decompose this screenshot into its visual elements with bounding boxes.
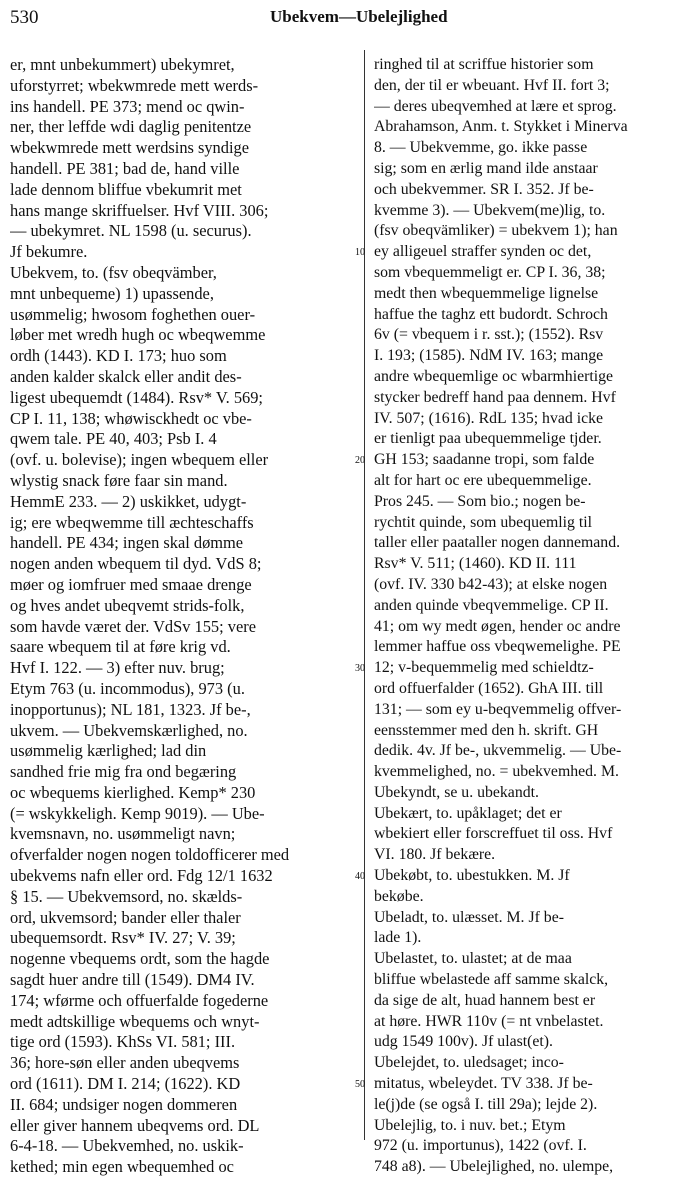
text-line: Rsv* V. 511; (1460). KD II. 111: [374, 555, 577, 573]
text-line: anden quinde vbeqvemmelige. CP II.: [374, 596, 609, 614]
running-head: Ubekvem—Ubelejlighed: [270, 7, 448, 26]
text-line: sig; som en ærlig mand ilde anstaar: [374, 159, 598, 177]
left-column: [10, 55, 356, 1178]
text-line: usømmelig kærlighed; lad din: [10, 741, 207, 761]
text-line: lade 1).: [374, 929, 422, 947]
text-line: lemmer haffue oss vbeqwemelighe. PE: [374, 638, 621, 656]
text-line: le(j)de (se også I. till 29a); lejde 2).: [374, 1095, 598, 1113]
text-line: er tienligt paa ubequemmelige tjder.: [374, 430, 602, 448]
text-line: Ubekyndt, se u. ubekandt.: [374, 783, 539, 801]
text-line: ordh (1443). KD I. 173; huo som: [10, 346, 227, 366]
text-line: møer og iomfruer med smaae drenge: [10, 574, 252, 594]
text-line: ner, ther leffde wdi daglig penitentze: [10, 117, 252, 137]
text-line: mitatus, wbeleydet. TV 338. Jf be-: [374, 1075, 593, 1093]
text-line: § 15. — Ubekvemsord, no. skælds-: [10, 886, 243, 906]
column-divider: [364, 50, 365, 1140]
text-line: ey alligeuel straffer synden oc det,: [374, 243, 592, 261]
text-line: kethed; min egen wbequemhed oc: [10, 1157, 234, 1177]
text-line: nogenne vbequems ordt, som the hagde: [10, 949, 270, 969]
text-line: ukvem. — Ubekvemskærlighed, no.: [10, 720, 248, 740]
text-line: lade dennom bliffue vbekumrit met: [10, 179, 242, 199]
text-line: da sige de alt, huad hannem best er: [374, 991, 596, 1009]
text-line: ord, ukvemsord; bander eller thaler: [10, 907, 241, 927]
text-line: usømmelig; hwosom foghethen ouer-: [10, 304, 256, 324]
text-line: 131; — som ey u-beqvemmelig offver-: [374, 700, 622, 718]
text-line: tige ord (1593). KhSs VI. 581; III.: [10, 1032, 236, 1052]
text-line: stycker bedreff hand paa dennem. Hvf: [374, 388, 616, 406]
text-line: ins handell. PE 373; mend oc qwin-: [10, 96, 245, 116]
text-line: uforstyrret; wbekwmrede mett werds-: [10, 75, 259, 95]
text-line: 12; v-bequemmelig med schieldtz-: [374, 659, 594, 677]
text-line: ofverfalder nogen nogen toldofficerer med: [10, 845, 290, 865]
text-line: kvemme 3). — Ubekvem(me)lig, to.: [374, 201, 606, 219]
text-line: Ubeladt, to. ulæsset. M. Jf be-: [374, 908, 564, 926]
text-line: — deres ubeqvemhed at lære et sprog.: [374, 97, 617, 115]
text-line: og hves andet ubeqvemt strids-folk,: [10, 595, 245, 615]
text-line: at høre. HWR 110v (= nt vnbelastet.: [374, 1012, 604, 1030]
text-line: 41; om wy medt øgen, hender oc andre: [374, 617, 621, 635]
text-line: bliffue wbelastede aff samme skalck,: [374, 971, 609, 989]
text-line: eller giver hannem ubeqvems ord. DL: [10, 1115, 260, 1135]
text-line: CP I. 11, 138; whøwisckhedt oc vbe-: [10, 408, 252, 428]
text-line: sandhed frie mig fra ond begæring: [10, 762, 237, 782]
text-line: løber met wredh hugh oc wbeqwemme: [10, 325, 266, 345]
text-line: ubekvems nafn eller ord. Fdg 12/1 1632: [10, 866, 273, 886]
text-line: IV. 507; (1616). RdL 135; hvad icke: [374, 409, 604, 427]
text-line: anden kalder skalck eller andit des-: [10, 366, 242, 386]
text-line: VI. 180. Jf bekære.: [374, 846, 496, 864]
text-line: och ubekvemmer. SR I. 352. Jf be-: [374, 180, 594, 198]
text-line: dedik. 4v. Jf be-, ukvemmelig. — Ube-: [374, 742, 622, 760]
text-line: 6v (= vbequem i r. sst.); (1552). Rsv: [374, 326, 604, 344]
line-number: 20: [355, 455, 365, 467]
text-line: rychtit quinde, som ubequemlig til: [374, 513, 593, 531]
text-line: 8. — Ubekvemme, go. ikke passe: [374, 139, 588, 157]
text-line: Ubelejdet, to. uledsaget; inco-: [374, 1054, 564, 1072]
text-line: wbekiert eller forscreffuet til oss. Hvf: [374, 825, 613, 843]
text-line: alt for hart oc ere ubequemmelige.: [374, 471, 592, 489]
text-line: handell. PE 381; bad de, hand ville: [10, 158, 240, 178]
text-line: haffue the taghz ett budordt. Schroch: [374, 305, 608, 323]
text-line: kvemmelighed, no. = ubekvemhed. M.: [374, 763, 619, 781]
text-line: som havde været der. VdSv 155; vere: [10, 616, 256, 636]
text-line: er, mnt unbekummert) ubekymret,: [10, 55, 235, 74]
text-line: 972 (u. importunus), 1422 (ovf. I.: [374, 1137, 587, 1155]
text-line: Hvf I. 122. — 3) efter nuv. brug;: [10, 658, 225, 678]
text-line: Abrahamson, Anm. t. Stykket i Minerva: [374, 118, 628, 136]
text-line: ord (1611). DM I. 214; (1622). KD: [10, 1074, 241, 1094]
line-number: 10: [355, 247, 365, 259]
text-line: bekøbe.: [374, 887, 424, 905]
text-line: 6-4-18. — Ubekvemhed, no. uskik-: [10, 1136, 244, 1156]
text-line: ig; ere wbeqwemme till æchteschaffs: [10, 512, 254, 532]
text-line: (= wskykkeligh. Kemp 9019). — Ube-: [10, 803, 265, 823]
text-line: inopportunus); NL 181, 1323. Jf be-,: [10, 699, 251, 719]
text-line: ubequemsordt. Rsv* IV. 27; V. 39;: [10, 928, 236, 948]
text-line: ligest ubequemdt (1484). Rsv* V. 569;: [10, 387, 263, 407]
text-line: nogen anden wbequem til dyd. VdS 8;: [10, 554, 262, 574]
text-line: eensstemmer med den h. skrift. GH: [374, 721, 599, 739]
text-line: kvemsnavn, no. usømmeligt navn;: [10, 824, 236, 844]
text-line: saare wbequem til at føre krig vd.: [10, 637, 231, 657]
text-line: Jf bekumre.: [10, 242, 88, 262]
text-line: medt adtskillige wbequems och wnyt-: [10, 1011, 260, 1031]
text-line: den, der til er wbeuant. Hvf II. fort 3;: [374, 76, 610, 94]
text-line: Ubelejlig, to. i nuv. bet.; Etym: [374, 1116, 566, 1134]
text-line: (ovf. IV. 330 b42-43); at elske nogen: [374, 575, 608, 593]
text-line: hans mange skriffuelser. Hvf VIII. 306;: [10, 200, 269, 220]
text-line: andre wbequemlige oc wbarmhiertige: [374, 367, 614, 385]
text-line: medt then wbequemmelige lignelse: [374, 284, 599, 302]
text-line: ord offuerfalder (1652). GhA III. till: [374, 679, 604, 697]
text-line: 174; wførme och offuerfalde fogederne: [10, 990, 269, 1010]
text-line: II. 684; undsiger nogen dommeren: [10, 1094, 238, 1114]
text-line: Ubekært, to. upåklaget; det er: [374, 804, 562, 822]
text-line: Etym 763 (u. incommodus), 973 (u.: [10, 678, 245, 698]
text-line: handell. PE 434; ingen skal dømme: [10, 533, 244, 553]
text-line: ringhed til at scriffue historier som: [374, 56, 594, 73]
text-line: HemmE 233. — 2) uskikket, udygt-: [10, 491, 247, 511]
text-line: Ubelastet, to. ulastet; at de maa: [374, 950, 572, 968]
line-number: 40: [355, 871, 365, 883]
text-line: Ubekvem, to. (fsv obeqvämber,: [10, 262, 217, 282]
text-line: wbekwmrede mett werdsins syndige: [10, 138, 249, 158]
text-line: mnt unbequeme) 1) upassende,: [10, 283, 214, 303]
text-line: sagdt huer andre till (1549). DM4 IV.: [10, 970, 255, 990]
text-line: qwem tale. PE 40, 403; Psb I. 4: [10, 429, 217, 449]
text-line: Ubekøbt, to. ubestukken. M. Jf: [374, 867, 570, 885]
text-line: (fsv obeqvämliker) = ubekvem 1); han: [374, 222, 618, 240]
text-line: 36; hore-søn eller anden ubeqvems: [10, 1053, 240, 1073]
text-line: taller eller paataller nogen dannemand.: [374, 534, 621, 552]
text-line: 748 a8). — Ubelejlighed, no. ulempe,: [374, 1158, 614, 1176]
line-number: 50: [355, 1079, 365, 1091]
text-line: Pros 245. — Som bio.; nogen be-: [374, 492, 586, 510]
text-line: GH 153; saadanne tropi, som falde: [374, 451, 595, 469]
text-line: (ovf. u. bolevise); ingen wbequem eller: [10, 450, 269, 470]
text-line: I. 193; (1585). NdM IV. 163; mange: [374, 347, 604, 365]
text-line: udg 1549 100v). Jf ulast(et).: [374, 1033, 554, 1051]
line-number: 30: [355, 663, 365, 675]
page-number: 530: [10, 7, 39, 28]
text-line: som vbequemmeligt er. CP I. 36, 38;: [374, 263, 606, 281]
text-line: wlystig snack føre faar sin mand.: [10, 470, 228, 490]
text-line: oc wbequems kierlighed. Kemp* 230: [10, 782, 256, 802]
right-column: [374, 55, 696, 1178]
text-line: — ubekymret. NL 1598 (u. securus).: [10, 221, 252, 241]
